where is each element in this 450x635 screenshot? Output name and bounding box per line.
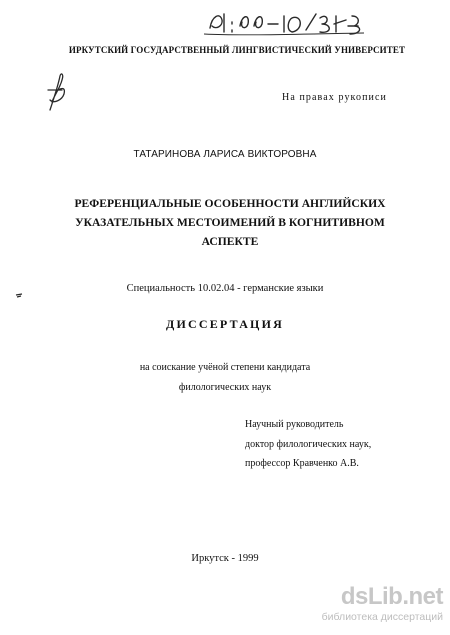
degree-line: филологических наук xyxy=(178,382,272,393)
university-name: ИРКУТСКИЙ ГОСУДАРСТВЕННЫЙ ЛИНГВИСТИЧЕСКИЙ УНИВЕРСИТЕТ xyxy=(68,45,406,55)
degree-line: на соискание учёной степени кандидата xyxy=(139,362,311,373)
manuscript-rights-note: На правах рукописи xyxy=(282,92,387,103)
supervisor-line: профессор Кравченко А.В. xyxy=(245,458,359,469)
supervisor-line: доктор филологических наук, xyxy=(245,439,372,450)
author-name: ТАТАРИНОВА ЛАРИСА ВИКТОРОВНА xyxy=(133,149,317,160)
city-and-year: Иркутск - 1999 xyxy=(191,553,259,564)
margin-signature xyxy=(44,70,70,116)
title-line: РЕФЕРЕНЦИАЛЬНЫЕ ОСОБЕННОСТИ АНГЛИЙСКИХ xyxy=(74,197,386,210)
title-line: УКАЗАТЕЛЬНЫХ МЕСТОИМЕНИЙ В КОГНИТИВНОМ xyxy=(75,216,385,229)
supervisor-line: Научный руководитель xyxy=(245,419,344,430)
watermark-caption: библиотека диссертаций xyxy=(321,611,443,623)
speciality-code: Специальность 10.02.04 - германские языки xyxy=(126,283,324,294)
dissertation-title xyxy=(40,194,420,251)
library-watermark xyxy=(321,583,447,631)
watermark-logo: dsLib.net xyxy=(340,583,443,610)
handwritten-catalog-number xyxy=(204,6,364,38)
document-type-heading: ДИССЕРТАЦИЯ xyxy=(165,317,284,331)
title-line: АСПЕКТЕ xyxy=(201,235,259,248)
